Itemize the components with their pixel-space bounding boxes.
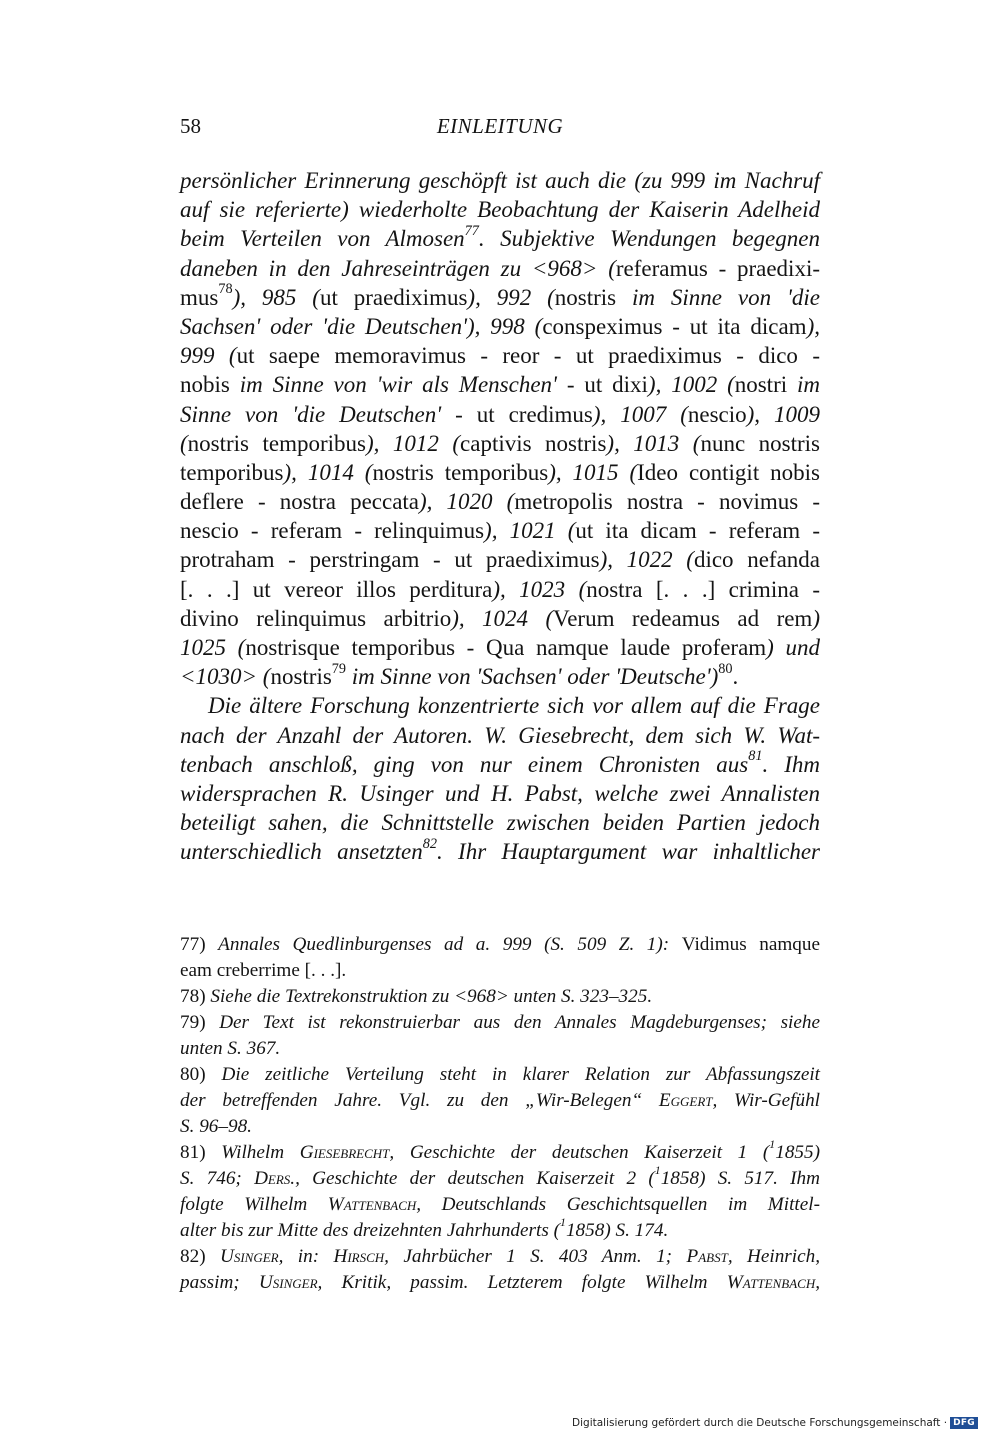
footnote-line: eam creberrime [. . .]. bbox=[180, 960, 347, 981]
text-line: nobis im Sinne von 'wir als Menschen' - ut dixi), 1002 (nostri im bbox=[180, 372, 820, 398]
page-number: 58 bbox=[180, 114, 201, 138]
footnote-77: 77) Annales Quedlinburgenses ad a. 999 (S. 509 Z. 1): Vidimus namque bbox=[180, 934, 820, 955]
text-line: 999 (ut saepe memoravimus - reor - ut praediximus - dico - bbox=[180, 343, 820, 369]
text-line: unterschiedlich ansetzten$^{82}$. Ihr Hauptargument war inhaltlicher bbox=[180, 835, 820, 865]
text-line: daneben in den Jahreseinträgen zu <968> (referamus - praedixi- bbox=[180, 255, 821, 281]
text-line: auf sie referierte) wiederholte Beobachtung der Kaiserin Adelheid bbox=[180, 197, 820, 223]
footnote-ref[interactable]: 80 bbox=[718, 660, 733, 677]
text-line: 1025 (nostrisque temporibus - Qua namque laude proferam) und bbox=[180, 635, 820, 660]
footnote-ref[interactable]: 77 bbox=[464, 222, 479, 239]
digitization-credit bbox=[572, 1417, 978, 1429]
footnote-line: S. 96–98. bbox=[180, 1116, 252, 1137]
running-title: EINLEITUNG bbox=[436, 114, 564, 138]
text-line: mus$^{78}$), 985 (ut praediximus), 992 (nostris im Sinne von 'die bbox=[180, 281, 820, 310]
footnote-81: 81) Wilhelm Giesebrecht, Geschichte der deutschen Kaiserzeit 1 ($^1$1855) bbox=[180, 1137, 820, 1163]
footnote-line: der betreffenden Jahre. Vgl. zu den „Wir-Belegen“ Eggert, Wir-Gefühl bbox=[180, 1090, 821, 1111]
footnote-79: 79) Der Text ist rekonstruierbar aus den Annales Magdeburgenses; siehe bbox=[180, 1012, 821, 1033]
footnote-80: 80) Die zeitliche Verteilung steht in klarer Relation zur Abfassungszeit bbox=[180, 1064, 821, 1085]
text-line: temporibus), 1014 (nostris temporibus), 1015 (Ideo contigit nobis bbox=[180, 459, 820, 485]
text-line: beim Verteilen von Almosen$^{77}$. Subjektive Wendungen begegnen bbox=[180, 222, 820, 252]
text-line: beteiligt sahen, die Schnittstelle zwischen beiden Partien jedoch bbox=[180, 810, 820, 836]
footnote-line: passim; Usinger, Kritik, passim. Letzterem folgte Wilhelm Wattenbach, bbox=[180, 1272, 821, 1293]
footnote-line: unten S. 367. bbox=[180, 1038, 281, 1059]
text-line: [. . .] ut vereor illos perditura), 1023 (nostra [. . .] crimina - bbox=[180, 576, 820, 602]
footnote-ref[interactable]: 79 bbox=[331, 660, 347, 677]
main-text bbox=[180, 166, 820, 867]
text-line: Sinne von 'die Deutschen' - ut credimus), 1007 (nescio), 1009 bbox=[180, 401, 820, 427]
text-line: nach der Anzahl der Autoren. W. Giesebrecht, dem sich W. Wat- bbox=[180, 722, 820, 748]
dfg-logo-icon: DFG bbox=[950, 1417, 978, 1429]
text-line: <1030> (nostris$^{79}$ im Sinne von 'Sachsen' oder 'Deutsche')$^{80}$. bbox=[180, 660, 739, 690]
text-line: tenbach anschloß, ging von nur einem Chronisten aus$^{81}$. Ihm bbox=[180, 748, 820, 777]
page-header bbox=[180, 112, 820, 146]
footnote-ref[interactable]: 82 bbox=[422, 835, 437, 852]
text-line: deflere - nostra peccata), 1020 (metropolis nostra - novimus - bbox=[180, 489, 820, 515]
text-line: nescio - referam - relinquimus), 1021 (ut ita dicam - referam - bbox=[180, 518, 820, 544]
footnote-line: S. 746; Ders., Geschichte der deutschen Kaiserzeit 2 ($^1$1858) S. 517. Ihm bbox=[180, 1163, 821, 1189]
footnotes bbox=[180, 932, 820, 1296]
footnote-ref[interactable]: 78 bbox=[218, 281, 233, 298]
footnote-line: alter bis zur Mitte des dreizehnten Jahrhunderts ($^1$1858) S. 174. bbox=[180, 1215, 669, 1241]
footnote-ref[interactable]: 81 bbox=[748, 748, 763, 765]
footnote-82: 82) Usinger, in: Hirsch, Jahrbücher 1 S. 403 Anm. 1; Pabst, Heinrich, bbox=[180, 1246, 820, 1267]
credit-text: Digitalisierung gefördert durch die Deutsche Forschungsgemeinschaft · bbox=[572, 1417, 948, 1429]
text-line: Sachsen' oder 'die Deutschen'), 998 (conspeximus - ut ita dicam), bbox=[180, 313, 820, 339]
text-line: divino relinquimus arbitrio), 1024 (Verum redeamus ad rem) bbox=[180, 605, 820, 631]
text-line: (nostris temporibus), 1012 (captivis nostris), 1013 (nunc nostris bbox=[180, 430, 820, 456]
text-line: persönlicher Erinnerung geschöpft ist auch die (zu 999 im Nachruf bbox=[180, 168, 820, 193]
footnote-78: 78) Siehe die Textrekonstruktion zu <968> unten S. 323–325. bbox=[180, 986, 653, 1007]
footnote-line: folgte Wilhelm Wattenbach, Deutschlands Geschichtsquellen im Mittel- bbox=[180, 1194, 820, 1215]
text-line: widersprachen R. Usinger und H. Pabst, welche zwei Annalisten bbox=[180, 780, 820, 806]
text-line: Die ältere Forschung konzentrierte sich vor allem auf die Frage bbox=[208, 693, 820, 719]
text-line: protraham - perstringam - ut praediximus), 1022 (dico nefanda bbox=[180, 547, 820, 573]
